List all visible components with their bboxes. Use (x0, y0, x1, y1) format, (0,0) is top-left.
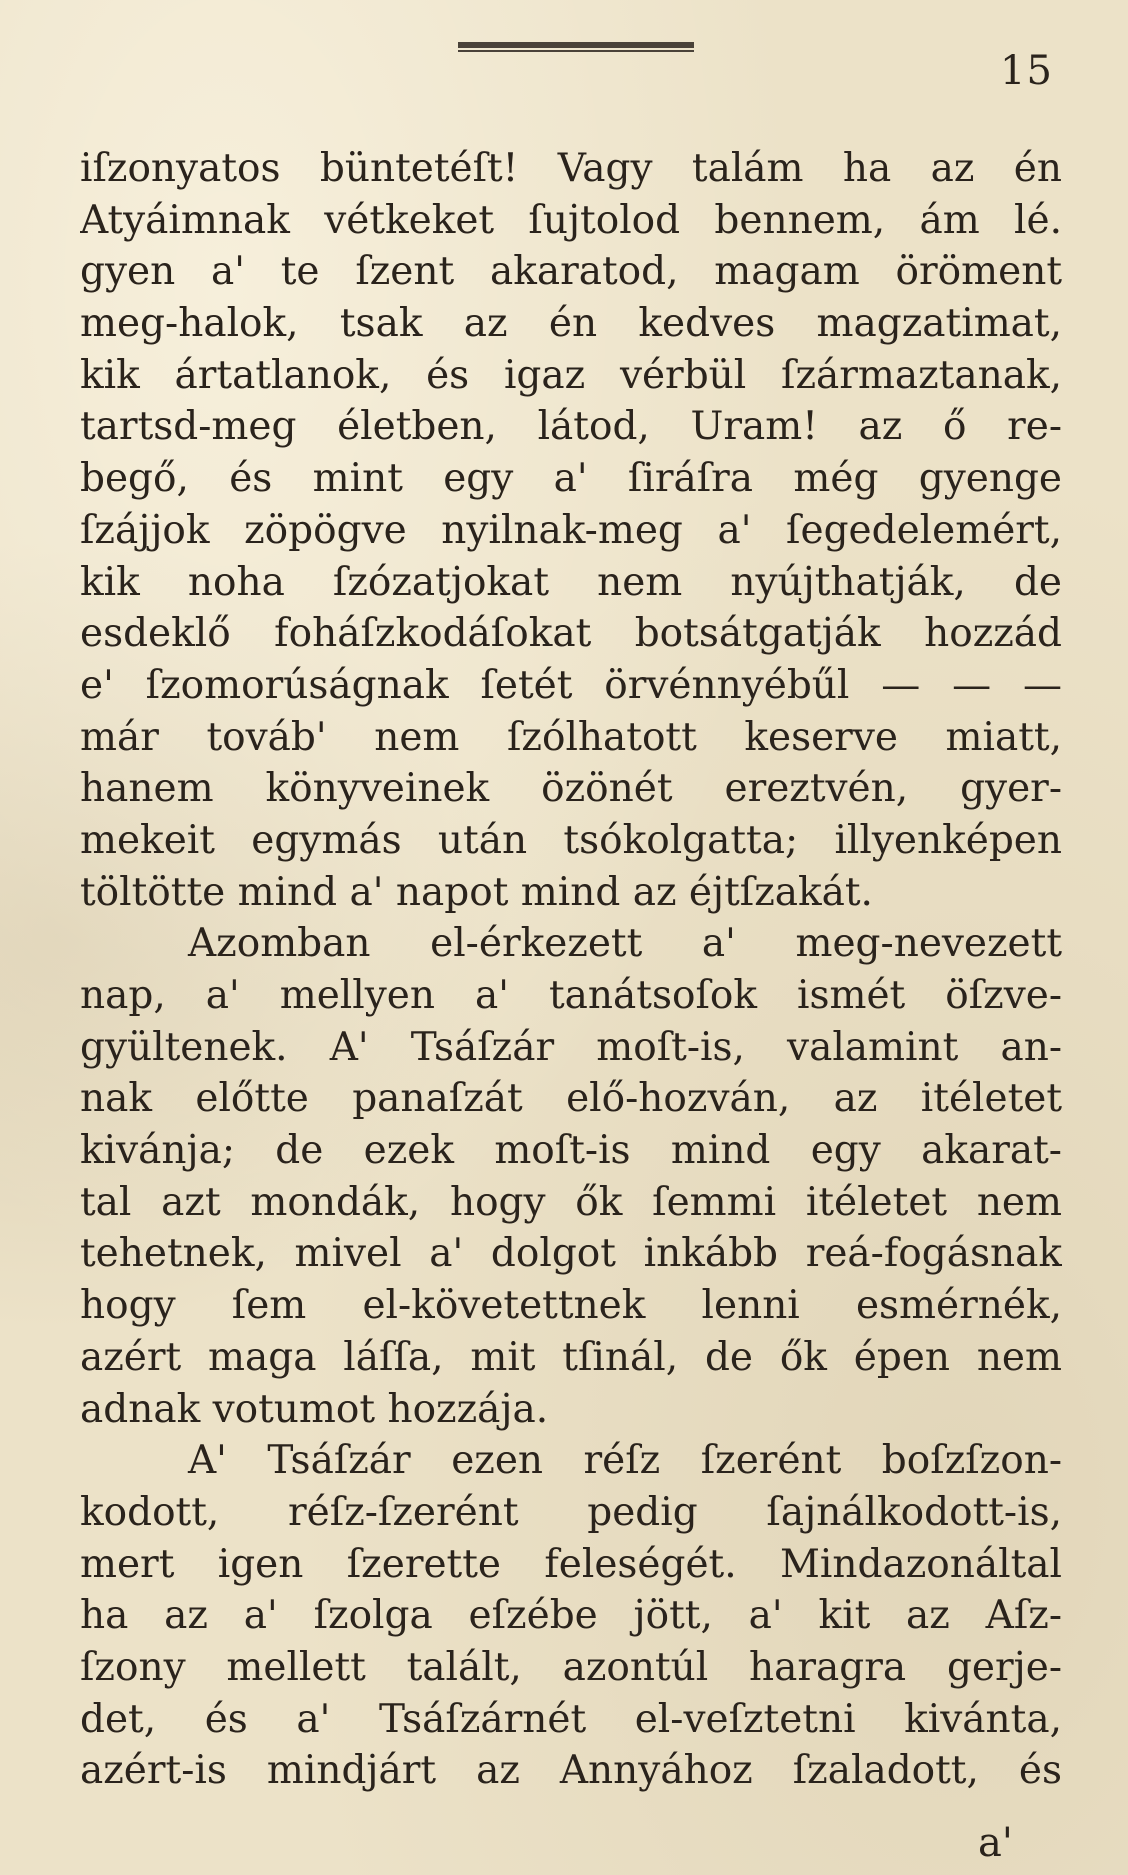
text-line: ſzony mellett talált, azontúl haragra gerje- (80, 1644, 1062, 1690)
paragraph-start-line: A' Tsáſzár ezen réſz ſzerént boſzſzon- (188, 1438, 1062, 1484)
text-line: tal azt mondák, hogy ők ſemmi itéletet nem (80, 1179, 1062, 1225)
text-line: Atyáimnak vétkeket ſujtolod bennem, ám lé. (80, 197, 1062, 243)
text-line: hogy ſem el-követettnek lenni esmérnék, (80, 1283, 1062, 1329)
text-line: már továb' nem ſzólhatott keserve miatt, (80, 714, 1062, 760)
text-line: kodott, réſz-ſzerént pedig ſajnálkodott-is, (80, 1489, 1062, 1535)
text-line: begő, és mint egy a' ſiráſra még gyenge (80, 456, 1062, 502)
text-line: tartsd-meg életben, látod, Uram! az ő re- (80, 404, 1062, 450)
text-line: meg-halok, tsak az én kedves magzatimat, (80, 301, 1062, 347)
text-line: mekeit egymás után tsókolgatta; illyenképen (80, 817, 1062, 863)
paragraph-start-line: Azomban el-érkezett a' meg-nevezett (188, 921, 1062, 967)
text-line: azért maga láſſa, mit tſinál, de ők épen nem (80, 1334, 1062, 1380)
text-line: azért-is mindjárt az Annyához ſzaladott, és (80, 1748, 1062, 1794)
text-line: kivánja; de ezek moſt-is mind egy akarat- (80, 1128, 1062, 1174)
text-line: e' ſzomorúságnak ſetét örvénnyébűl — — — (80, 662, 1062, 708)
body-text (80, 143, 1062, 1797)
text-line: tehetnek, mivel a' dolgot inkább reá-fogásnak (80, 1231, 1062, 1277)
text-line: ſzájjok zöpögve nyilnak-meg a' ſegedelemért, (80, 507, 1062, 553)
text-line: nap, a' mellyen a' tanátsoſok ismét öſzve- (80, 973, 1062, 1018)
text-line: adnak votumot hozzája. (80, 1386, 549, 1432)
page-number: 15 (1000, 48, 1053, 94)
text-line: kik noha ſzózatjokat nem nyújthatják, de (80, 559, 1062, 605)
text-line: gyen a' te ſzent akaratod, magam öröment (80, 249, 1062, 295)
text-line: kik ártatlanok, és igaz vérbül ſzármaztanak, (80, 352, 1062, 398)
text-line: nak előtte panaſzát elő-hozván, az itéletet (80, 1076, 1062, 1122)
text-line: ha az a' ſzolga eſzébe jött, a' kit az Aſz- (80, 1593, 1062, 1639)
text-line: hanem könyveinek özönét ereztvén, gyer- (80, 766, 1062, 812)
text-line: iſzonyatos büntetéſt! Vagy talám ha az én (80, 146, 1062, 191)
text-line: gyültenek. A' Tsáſzár moſt-is, valamint an- (80, 1024, 1062, 1070)
text-line: töltötte mind a' napot mind az éjtſzakát. (80, 869, 873, 915)
header-rule (458, 42, 694, 52)
text-line: esdeklő foháſzkodáſokat botsátgatják hozzád (80, 611, 1062, 657)
text-line: det, és a' Tsáſzárnét el-veſztetni kivánta, (80, 1696, 1062, 1742)
text-line: mert igen ſzerette feleségét. Mindazonáltal (80, 1541, 1062, 1587)
catchword: a' (978, 1820, 1013, 1866)
